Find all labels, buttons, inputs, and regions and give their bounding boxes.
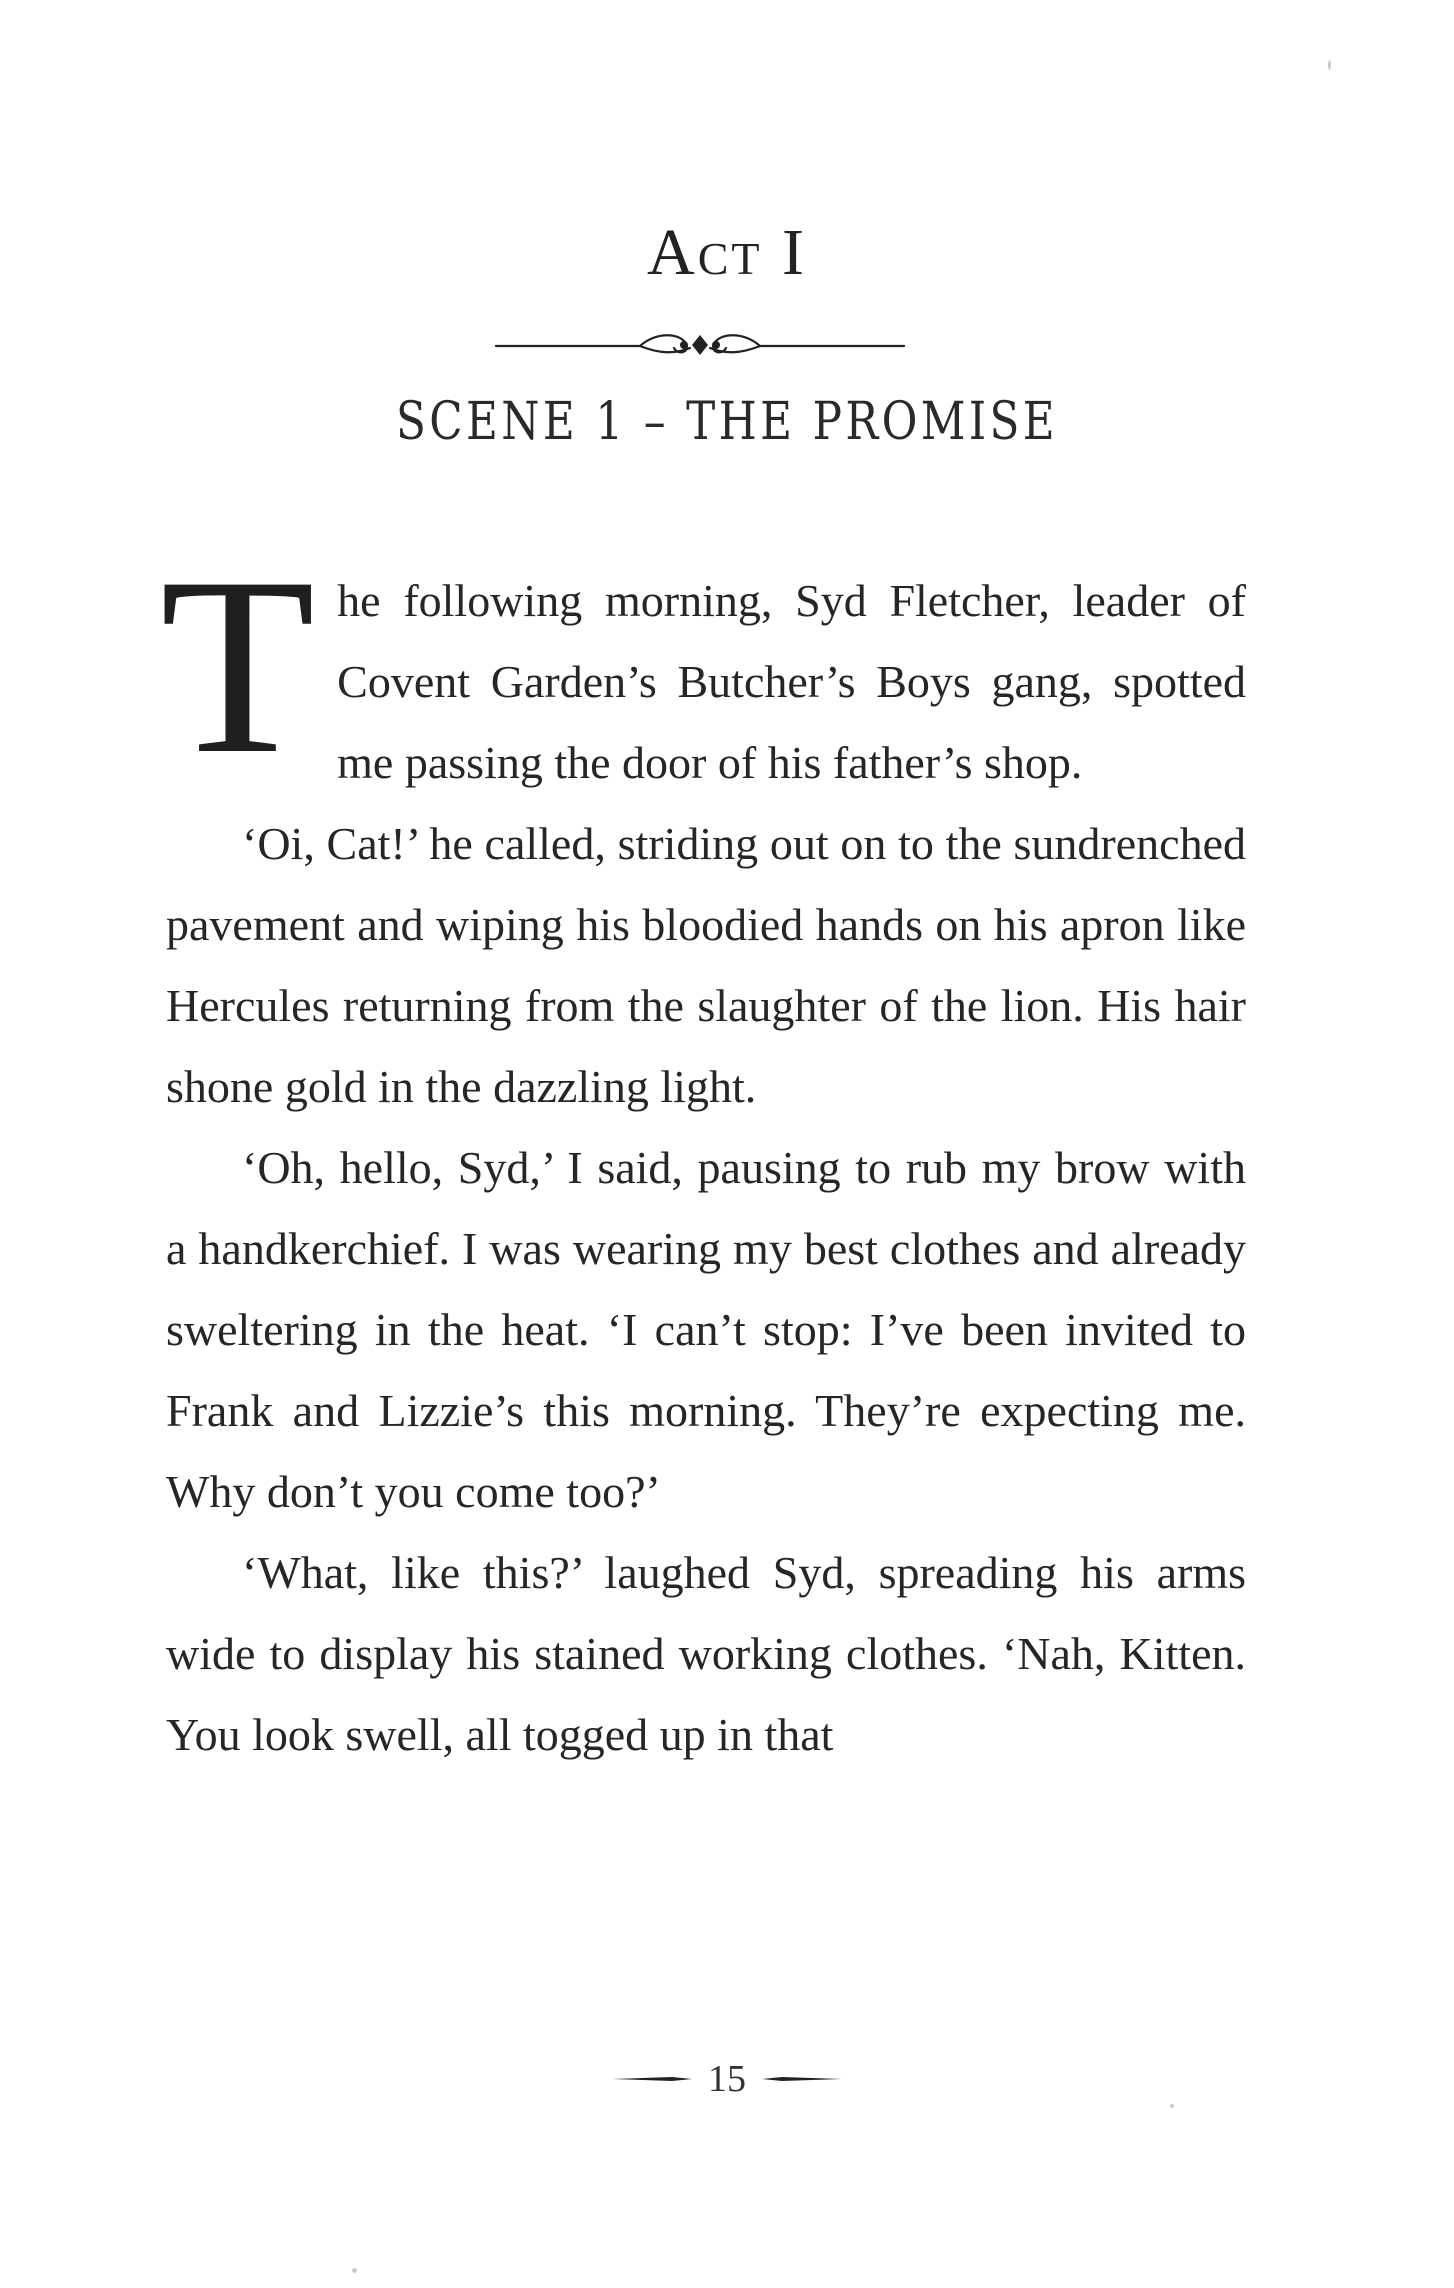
paper-speck — [1328, 60, 1331, 70]
page-number: 15 — [708, 2058, 746, 2100]
scene-title: SCENE 1 – THE PROMISE — [395, 392, 1059, 452]
paragraph: ‘Oh, hello, Syd,’ I said, pausing to rub my brow with a handkerchief. I was wearing my best clothes and already sweltering in the heat. ‘I can’t stop: I’ve been invited to Frank and Lizzie’s this morning. They’re expecting me. Why don’t you come too?’ — [166, 1142, 1246, 1517]
page-footer — [0, 2060, 1454, 2104]
flourish-divider-icon — [490, 320, 910, 372]
chapter-body — [160, 525, 1246, 1775]
paragraph: ‘What, like this?’ laughed Syd, spreading his arms wide to display his stained working clothes. ‘Nah, Kitten. You look swell, all togged up in that — [166, 1547, 1246, 1760]
folio-arrow-icon — [760, 2072, 844, 2086]
folio-arrow-icon — [610, 2072, 694, 2086]
paragraph-text: he following morning, Syd Fletcher, leader of Covent Garden’s Butcher’s Boys gang, spotted me passing the door of his father’s shop. — [337, 575, 1246, 788]
paper-speck — [1170, 2104, 1174, 2108]
drop-cap: T — [160, 525, 316, 806]
paragraph — [160, 525, 1246, 806]
paper-speck — [352, 2268, 357, 2273]
paragraph: ‘Oi, Cat!’ he called, striding out on to the sundrenched pavement and wiping his bloodied hands on his apron like Hercules returning from the slaughter of the lion. His hair shone gold in the dazzling light. — [166, 818, 1246, 1112]
act-title: Act I — [647, 216, 807, 289]
